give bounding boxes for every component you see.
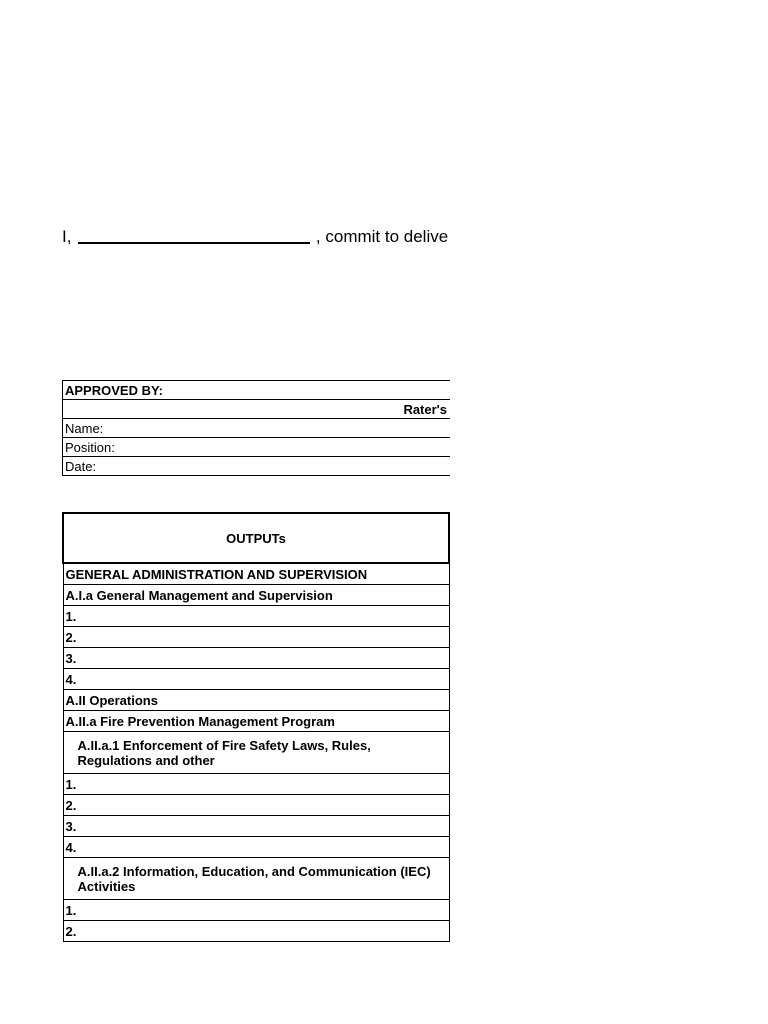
output-item: 1. (63, 606, 449, 627)
table-row (63, 585, 449, 606)
output-item: 1. (63, 774, 449, 795)
output-item: 1. (63, 900, 449, 921)
outputs-table (62, 512, 450, 942)
table-row (63, 606, 449, 627)
table-row (63, 816, 449, 837)
date-label: Date: (63, 457, 451, 476)
table-row (63, 563, 449, 585)
position-label: Position: (63, 438, 451, 457)
outputs-header-row (63, 513, 449, 563)
table-row (63, 711, 449, 732)
table-row (63, 921, 449, 942)
table-row (63, 669, 449, 690)
output-item: 3. (63, 816, 449, 837)
commitment-suffix: , commit to delive (315, 227, 449, 246)
output-item: 2. (63, 627, 449, 648)
rater-label: Rater's (63, 400, 451, 419)
table-row (63, 774, 449, 795)
position-row (63, 438, 451, 457)
table-row (63, 648, 449, 669)
table-row (63, 858, 449, 900)
output-item: 4. (63, 669, 449, 690)
subsection-title: A.I.a General Management and Supervision (63, 585, 449, 606)
date-row (63, 457, 451, 476)
name-label: Name: (63, 419, 451, 438)
output-item: 2. (63, 795, 449, 816)
output-item: 3. (63, 648, 449, 669)
table-row (63, 795, 449, 816)
output-item: 2. (63, 921, 449, 942)
table-row (63, 627, 449, 648)
name-row (63, 419, 451, 438)
subsection-title: A.II Operations (63, 690, 449, 711)
activity-title: A.II.a.2 Information, Education, and Communication (IEC) Activities (63, 858, 449, 900)
output-item: 4. (63, 837, 449, 858)
approval-heading-row (63, 381, 451, 400)
commitment-statement (62, 226, 448, 248)
table-row (63, 837, 449, 858)
approved-by-heading: APPROVED BY: (63, 381, 451, 400)
table-row (63, 732, 449, 774)
activity-title: A.II.a.1 Enforcement of Fire Safety Laws, Rules, Regulations and other (63, 732, 449, 774)
name-blank-line[interactable] (78, 226, 310, 244)
approval-table (62, 380, 450, 476)
outputs-header: OUTPUTs (63, 513, 449, 563)
section-title: GENERAL ADMINISTRATION AND SUPERVISION (63, 563, 449, 585)
subsection-title: A.II.a Fire Prevention Management Program (63, 711, 449, 732)
table-row (63, 690, 449, 711)
rater-row (63, 400, 451, 419)
commitment-prefix: I, (62, 227, 72, 246)
table-row (63, 900, 449, 921)
